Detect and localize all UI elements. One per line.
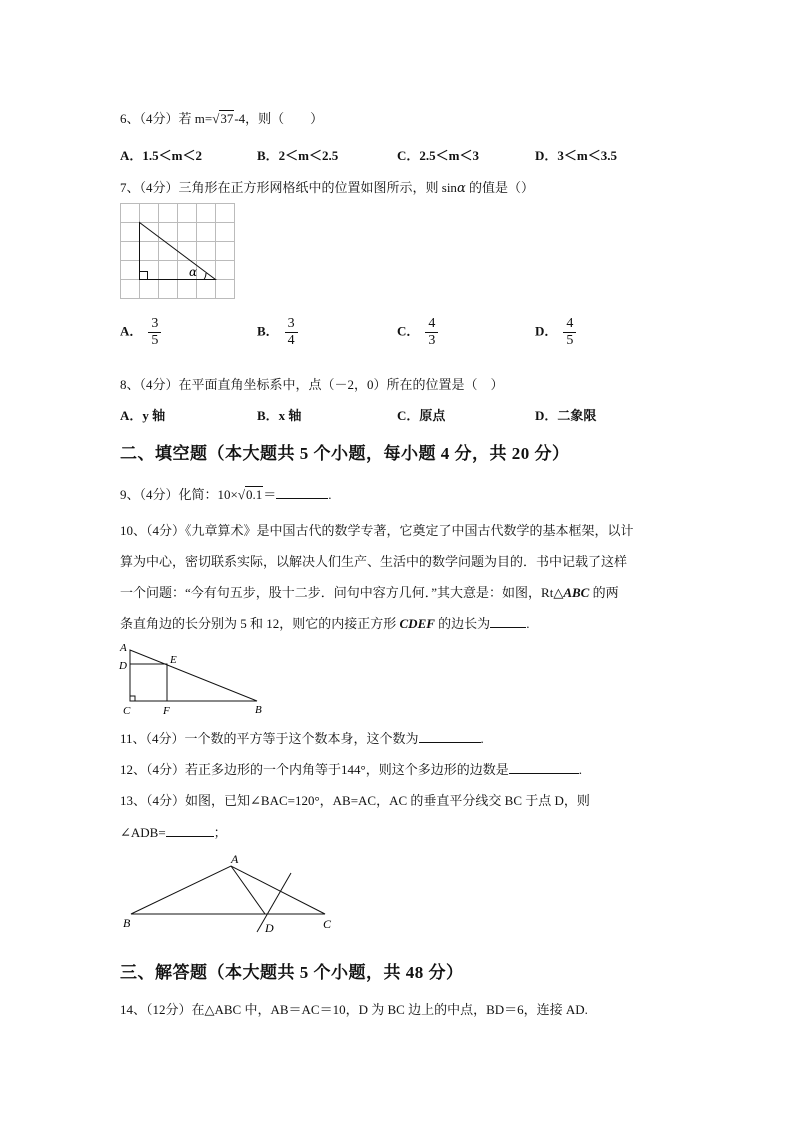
section-3-title: 三、解答题（本大题共 5 个小题，共 48 分） [120,963,464,982]
vertex-d-label: D [265,921,274,935]
angle-arc [204,273,206,280]
option-c[interactable]: C．2.5＜m＜3 [397,148,479,163]
option-a[interactable]: A．1.5＜m＜2 [120,148,202,163]
question-13-line-1: 13、（4分）如图，已知∠BAC=120°，AB=AC，AC 的垂直平分线交 BC 于点 D，则 [120,793,590,808]
vertex-d-label: D [119,660,127,672]
answer-blank[interactable] [166,824,214,837]
triangle-abc [131,866,325,914]
question-6-stem: 6、（4分）若 m=√37-4，则（ ） [120,111,324,126]
fraction: $\frac{3}{5}$ [148,316,161,349]
vertex-a-label: A [231,852,239,866]
option-b[interactable]: B． $\frac{3}{4}$ [257,316,298,349]
option-a[interactable]: A． $\frac{3}{5}$ [120,316,161,349]
vertex-e-label: E [170,654,177,666]
question-10-line-2: 算为中心，密切联系实际，以解决人们生产、生活中的数学问题为目的．书中记载了这样 [120,554,628,569]
question-14-stem: 14、（12分）在△ABC 中，AB＝AC＝10，D 为 BC 边上的中点，BD＝6，连接 AD. [120,1002,588,1017]
option-b[interactable]: B．x 轴 [257,408,302,423]
question-10-line-4: 条直角边的长分别为 5 和 12，则它的内接正方形 CDEF 的边长为 . [120,616,530,631]
triangle-abc [130,650,257,701]
answer-blank[interactable] [276,486,328,499]
sqrt-sign: √ [237,487,245,502]
vertex-b-label: B [123,916,131,930]
section-2-title: 二、填空题（本大题共 5 个小题，每小题 4 分，共 20 分） [120,444,570,463]
option-d[interactable]: D． $\frac{4}{5}$ [535,316,576,349]
sqrt-sign: √ [212,111,220,126]
option-c[interactable]: C．原点 [397,408,446,423]
fraction: $\frac{4}{5}$ [563,316,576,349]
question-11-stem: 11、（4分）一个数的平方等于这个数本身，这个数为 . [120,731,484,746]
right-angle-mark [130,696,135,701]
fraction: $\frac{4}{3}$ [425,316,438,349]
vertex-c-label: C [323,917,332,931]
radicand: 0.1 [246,487,263,502]
answer-blank[interactable] [509,761,579,774]
vertex-c-label: C [123,705,131,716]
vertex-b-label: B [255,704,262,716]
segment-ad [231,866,265,914]
answer-blank[interactable] [490,615,526,628]
option-b[interactable]: B．2＜m＜2.5 [257,148,339,163]
right-angle-mark [140,272,148,280]
question-7-stem: 7、（4分）三角形在正方形网格纸中的位置如图所示，则 sinα 的值是（） [120,180,534,196]
vertex-a-label: A [120,642,127,654]
square-cdef [130,664,167,701]
question-13-line-2: ∠ADB= ； [120,825,227,840]
question-9-stem: 9、（4分）化简：10×√0.1＝ . [120,487,332,502]
question-10-line-1: 10、（4分）《九章算术》是中国古代的数学专著，它奠定了中国古代数学的基本框架，以计 [120,523,634,538]
question-10-line-3: 一个问题：“今有句五步，股十二步．问句中容方几何．”其大意是：如图，Rt△ABC 的两 [120,585,619,600]
perpendicular-bisector-figure [118,848,340,940]
option-a[interactable]: A．y 轴 [120,408,166,423]
answer-blank[interactable] [419,730,481,743]
question-8-stem: 8、（4分）在平面直角坐标系中，点（－2，0）所在的位置是（ ） [120,377,504,392]
alpha-label: α [189,265,198,279]
question-12-stem: 12、（4分）若正多边形的一个内角等于144°，则这个多边形的边数是 . [120,762,582,777]
vertex-f-label: F [163,705,170,716]
option-d[interactable]: D．二象限 [535,408,597,423]
fraction: $\frac{3}{4}$ [285,316,298,349]
option-c[interactable]: C． $\frac{4}{3}$ [397,316,438,349]
option-d[interactable]: D．3＜m＜3.5 [535,148,617,163]
radicand: 37 [220,111,234,126]
inscribed-square-figure [116,640,270,716]
grid-triangle-figure [120,203,237,300]
